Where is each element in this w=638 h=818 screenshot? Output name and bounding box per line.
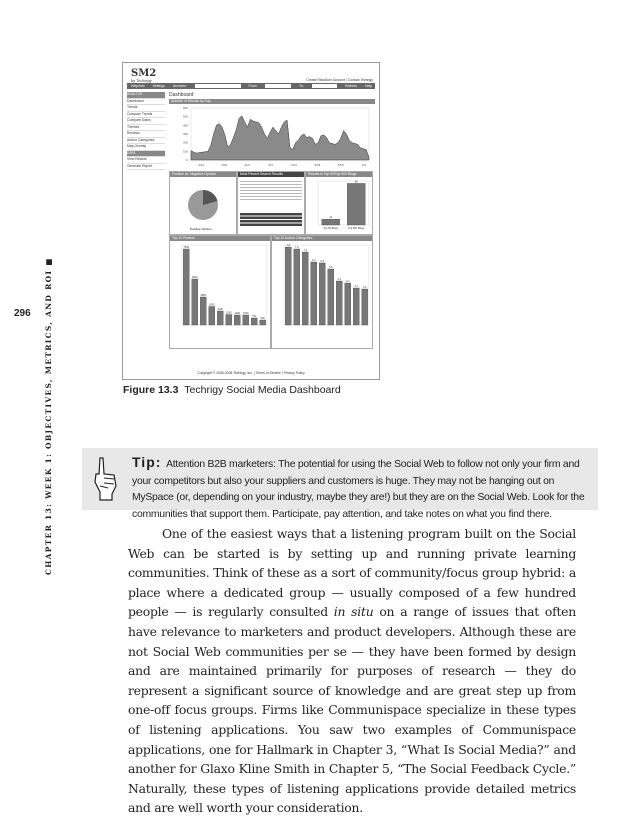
bar — [200, 297, 206, 325]
bar-value-label: 2800 — [200, 294, 207, 297]
bar — [353, 288, 359, 325]
bar-value-label: 6.2 — [320, 260, 324, 263]
bar-value-label: 7.6 — [295, 246, 299, 249]
top-posters-panel — [169, 235, 271, 349]
body-paragraph: One of the easiest ways that a listening program built on the Social Web can be started is by setting up and running private learning communities. Think of these as a sort of community/focus group hybrid: a place where a dedicated group — usually composed of a few hundred people — is regularly consulted in situ on a range of issues that often have relevance to marketers and product developers. Although these are not Social Web communities per se — they have been formed by design and are maintained primarily for purposes of research — they do represent a significant source of knowledge and are great step up from one-off focus groups. Firms like Communispace specialize in these types of listening applications. You saw two examples of Communispace applications, one for Hallmark in Chapter 3, “What Is Social Media?” and another for Glaxo Kline Smith in Chapter 5, “The Social Feedback Cycle.” Naturally, these types of listening applications provide detailed metrics and are well worth your consideration. — [128, 526, 576, 816]
page-title: Dashboard — [169, 92, 194, 98]
bar-value-label: 3.6 — [363, 286, 367, 289]
bar — [209, 307, 215, 326]
x-tick-label: 5/11 — [291, 163, 297, 167]
x-tick-label: 4/27 — [244, 163, 251, 167]
x-tick-label: 5/18 — [314, 163, 321, 167]
top-blogs-chart — [306, 177, 372, 233]
bar — [294, 249, 300, 325]
bar — [319, 263, 325, 325]
sidebar-item[interactable]: Reviews — [127, 131, 165, 138]
tip-box — [82, 448, 598, 520]
bar — [302, 252, 308, 325]
panel-header: Positive vs. Negative Opinion — [170, 172, 236, 177]
sidebar-item[interactable]: Themes — [127, 125, 165, 132]
to-input[interactable] — [312, 84, 338, 88]
panel-header: Top 10 Posters — [170, 236, 270, 241]
panel-header: Top 10 Author Categories — [272, 236, 372, 241]
bar-value-label: 85 — [354, 180, 358, 184]
bar-value-label: 1000 — [234, 312, 241, 315]
y-tick-label: 0 — [186, 158, 188, 162]
sidebar — [127, 92, 165, 170]
x-tick-label: Top 500 Blogs — [348, 227, 365, 230]
bar — [243, 315, 249, 325]
y-tick-label: 100 — [182, 149, 188, 154]
y-tick-label: 600 — [182, 106, 188, 110]
dashboard-screenshot — [122, 62, 380, 380]
bar-value-label: 12 — [329, 216, 333, 220]
top-blogs-panel — [305, 171, 373, 235]
sidebar-item[interactable]: View Results — [127, 157, 165, 164]
bar — [347, 183, 365, 225]
toolbar-item: To: — [299, 84, 304, 88]
toolbar — [127, 83, 375, 89]
bar — [192, 279, 198, 325]
sidebar-item[interactable]: Dashboard — [127, 99, 165, 106]
sidebar-item[interactable]: Compare Trends — [127, 112, 165, 119]
bar — [260, 320, 266, 325]
opinion-pie — [170, 177, 236, 233]
tip-text: Attention B2B marketers: The potential for using the Social Web to follow not only your firm and your competitors but also your suppliers and customers is huge. They may not be hanging out on MySpace (or, depending on your industry, maybe they are!) but they are on the Social Web. Look for the communities that support them. Participate, pay attention, and take notes on what you find there. — [132, 459, 585, 520]
bar-value-label: 1000 — [242, 312, 249, 315]
x-tick-label: 6/1 — [361, 163, 367, 167]
figure-caption: Figure 13.3 Techrigy Social Media Dashboard — [123, 384, 341, 396]
author-categories-chart — [272, 241, 372, 347]
panel-header: Most Recent Search Results — [238, 172, 304, 177]
tip-label: Tip: — [132, 454, 162, 470]
x-tick-label: 4/13 — [198, 163, 204, 167]
top-links[interactable]: Create Rss/Atom Account | Contact Techrigy — [306, 78, 373, 82]
results-by-day-chart — [169, 104, 375, 169]
recent-results-panel — [237, 171, 305, 235]
bar-value-label: 500 — [260, 317, 265, 320]
archive-select[interactable] — [195, 84, 241, 88]
author-categories-panel — [271, 235, 373, 349]
bar — [362, 289, 368, 325]
bar — [285, 247, 291, 325]
y-tick-label: 400 — [182, 123, 188, 128]
bar-value-label: 1050 — [225, 311, 232, 315]
bar — [217, 311, 223, 325]
panel-header: Results in Top 50/Top 500 Blogs — [306, 172, 372, 177]
bar — [251, 318, 257, 325]
bar-value-label: 4600 — [191, 276, 198, 279]
sidebar-item[interactable]: Compare Dates — [127, 118, 165, 125]
bar-value-label: 700 — [252, 315, 257, 318]
sidebar-item[interactable]: Trends — [127, 105, 165, 112]
logo: SM2 by Techrigy — [131, 68, 157, 83]
bar-value-label: 7.3 — [303, 249, 307, 252]
sidebar-header: ANALYZE — [127, 92, 165, 99]
running-head: CHAPTER 13: WEEK 1: OBJECTIVES, METRICS, AND ROI ■ — [44, 257, 53, 575]
bar — [322, 219, 340, 225]
bar-value-label: 6.3 — [312, 259, 316, 262]
sidebar-item[interactable]: Author Categories — [127, 138, 165, 145]
x-tick-label: 5/4 — [268, 163, 273, 167]
sidebar-item[interactable]: Map Overlay — [127, 144, 165, 151]
page-number: 296 — [14, 308, 31, 319]
bar — [311, 262, 317, 325]
result-snippet[interactable] — [240, 179, 302, 201]
bar-value-label: 7.8 — [286, 244, 290, 247]
pie-legend: Positive Opinion — [190, 227, 212, 231]
bar — [336, 281, 342, 325]
x-tick-label: Top 50 Blogs — [323, 227, 339, 230]
toolbar-item: Archives: — [172, 84, 187, 88]
bar — [226, 315, 232, 326]
top-posters-chart — [170, 241, 270, 347]
bar — [328, 269, 334, 325]
bar-value-label: 4.2 — [346, 280, 350, 283]
result-links[interactable] — [240, 213, 302, 227]
bar — [345, 283, 351, 325]
area-series — [191, 116, 369, 160]
from-input[interactable] — [265, 84, 291, 88]
copyright: Copyright © 2006-2008 Techrigy, Inc. | Terms of Service | Privacy Policy — [197, 371, 305, 375]
pointing-hand-icon — [92, 456, 120, 502]
x-tick-label: 5/25 — [337, 163, 344, 167]
bar — [234, 315, 240, 325]
bar-value-label: 7600 — [183, 246, 190, 249]
sidebar-header: DATA — [127, 151, 165, 158]
y-tick-label: 200 — [182, 140, 188, 145]
opinion-panel — [169, 171, 237, 235]
x-tick-label: 4/20 — [221, 163, 228, 167]
toolbar-item: From: — [248, 84, 258, 88]
panel-header: Number of Results by Day — [169, 99, 375, 104]
main-area — [169, 92, 375, 365]
toolbar-item[interactable]: Help/Info — [131, 84, 145, 88]
help-link[interactable]: Help — [365, 84, 372, 88]
y-tick-label: 500 — [182, 114, 188, 119]
bar-value-label: 4.4 — [337, 278, 341, 281]
toolbar-item[interactable]: Settings — [152, 84, 165, 88]
bar — [183, 249, 189, 325]
refresh-button[interactable]: Refresh — [345, 84, 358, 88]
sidebar-item[interactable]: Generate Report — [127, 164, 165, 171]
bar-value-label: 5.6 — [329, 266, 333, 269]
bar-value-label: 1850 — [208, 303, 215, 307]
bar-value-label: 3.7 — [354, 285, 358, 288]
y-tick-label: 300 — [182, 132, 188, 136]
bar-value-label: 1400 — [217, 308, 224, 311]
